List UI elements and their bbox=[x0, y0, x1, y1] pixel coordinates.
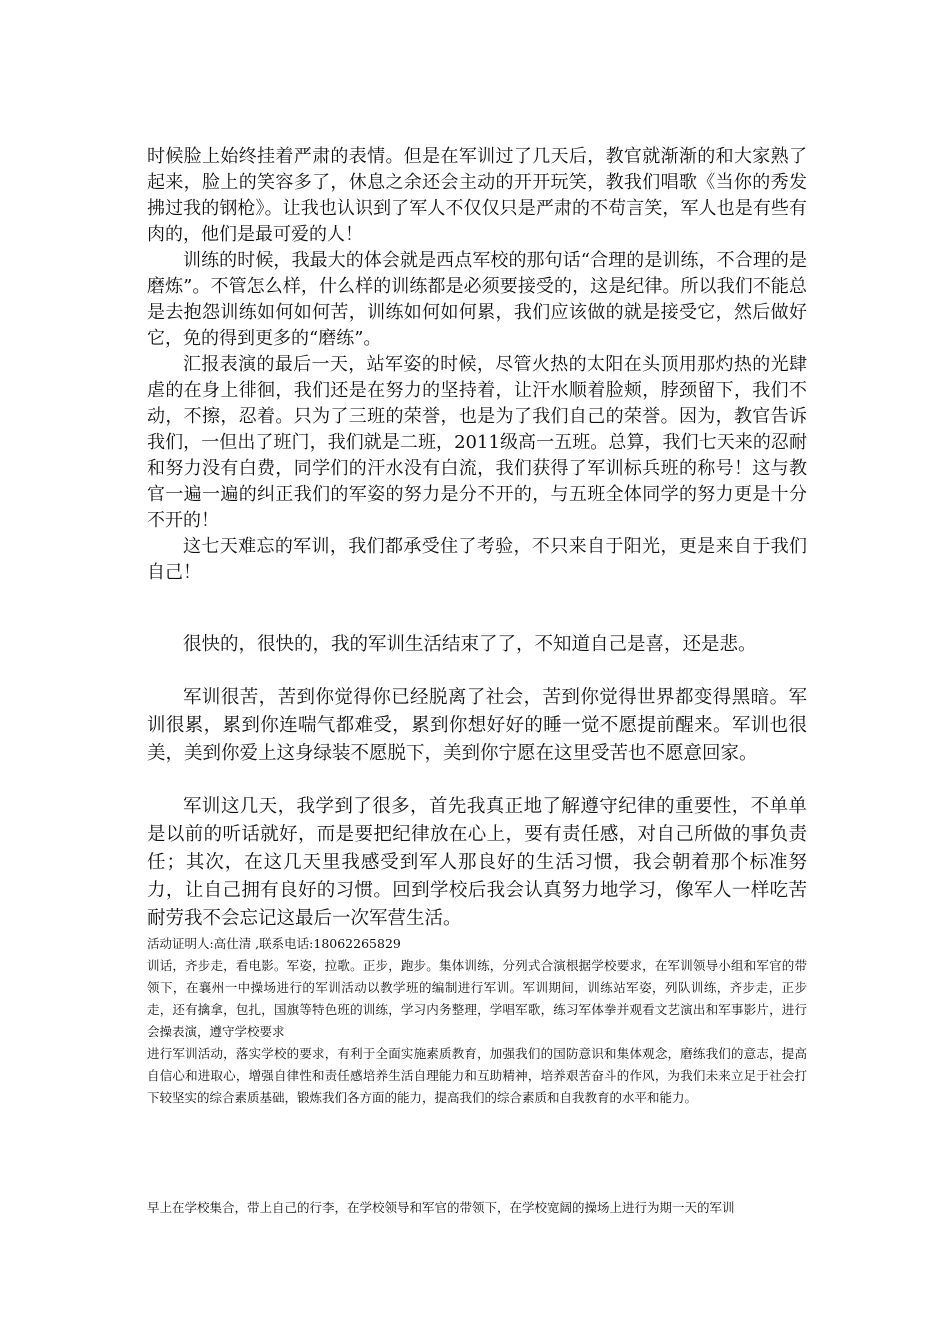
paragraph-seven-days: 这七天难忘的军训，我们都承受住了考验，不只来自于阳光，更是来自于我们自己！ bbox=[147, 536, 807, 583]
paragraph-spacer bbox=[147, 659, 807, 684]
paragraph-training-ended: 很快的，很快的，我的军训生活结束了了，不知道自己是喜，还是悲。 bbox=[183, 634, 757, 655]
paragraph-spacer bbox=[147, 768, 807, 793]
document-body bbox=[147, 144, 807, 1109]
section-spacer bbox=[147, 586, 807, 631]
footer-assembly-line: 早上在学校集合，带上自己的行李，在学校领导和军官的带领下，在学校宽阔的操场上进行为期一天的军训 bbox=[147, 1200, 735, 1215]
paragraph-training-hard: 军训很苦，苦到你觉得你已经脱离了社会，苦到你觉得世界都变得黑暗。军训很累，累到你连喘气都难受，累到你想好好的睡一觉不愿提前醒来。军训也很美，美到你爱上这身绿装不愿脱下，美到你宁愿在这里受苦也不愿意回家。 bbox=[147, 687, 807, 764]
paragraph-lessons-learned: 军训这几天，我学到了很多，首先我真正地了解遵守纪律的重要性，不单单是以前的听话就好，而是要把纪律放在心上，要有责任感，对自己所做的事负责任；其次，在这几天里我感受到军人那良好的生活习惯，我会朝着那个标准努力，让自己拥有良好的习惯。回到学校后我会认真努力地学习，像军人一样吃苦耐劳我不会忘记这最后一次军营生活。 bbox=[147, 796, 807, 929]
witness-contact-line: 活动证明人:高仕清 ,联系电话:18062265829 bbox=[147, 936, 401, 951]
paragraph-west-point-quote: 训练的时候，我最大的体会就是西点军校的那句话“合理的是训练，不合理的是磨炼”。不管怎么样，什么样的训练都是必须要接受的，这是纪律。所以我们不能总是去抱怨训练如何如何苦，训练如何如何累，我们应该做的就是接受它，然后做好它，免的得到更多的“磨练”。 bbox=[147, 250, 807, 349]
paragraph-officer-smile: 时候脸上始终挂着严肃的表情。但是在军训过了几天后，教官就渐渐的和大家熟了起来，脸上的笑容多了，休息之余还会主动的开开玩笑，教我们唱歌《当你的秀发拂过我的钢枪》。让我也认识到了军人不仅仅只是严肃的不苟言笑，军人也是有些有肉的，他们是最可爱的人！ bbox=[147, 146, 807, 245]
paragraph-final-performance: 汇报表演的最后一天，站军姿的时候，尽管火热的太阳在头顶用那灼热的光肆虐的在身上徘徊，我们还是在努力的坚持着，让汗水顺着脸颊，脖颈留下，我们不动，不擦，忍着。只为了三班的荣誉，也是为了我们自己的荣誉。因为，教官告诉我们，一但出了班门，我们就是二班，2011级高一五班。总算，我们七天来的忍耐和努力没有白费，同学们的汗水没有白流，我们获得了军训标兵班的称号！这与教官一遍一遍的纠正我们的军姿的努力是分不开的，与五班全体同学的努力更是十分不开的！ bbox=[147, 354, 807, 531]
paragraph-training-significance: 进行军训活动，落实学校的要求，有利于全面实施素质教育，加强我们的国防意识和集体观念，磨练我们的意志，提高自信心和进取心，增强自律性和责任感培养生活自理能力和互助精神，培养艰苦奋斗的作风，为我们未来立足于社会打下较坚实的综合素质基础，锻炼我们各方面的能力，提高我们的综合素质和自我教育的水平和能力。 bbox=[147, 1046, 807, 1105]
paragraph-training-activities: 训话，齐步走，看电影。军姿，拉歌。正步，跑步。集体训练，分列式合演根据学校要求，在军训领导小组和军官的带领下，在襄州一中操场进行的军训活动以教学班的编制进行军训。军训期间，训练站军姿，列队训练，齐步走，正步走，还有擒拿，包扎，国旗等特色班的训练，学习内务整理，学唱军歌，练习军体拳并观看文艺演出和军事影片，进行会操表演，遵守学校要求 bbox=[147, 958, 807, 1039]
